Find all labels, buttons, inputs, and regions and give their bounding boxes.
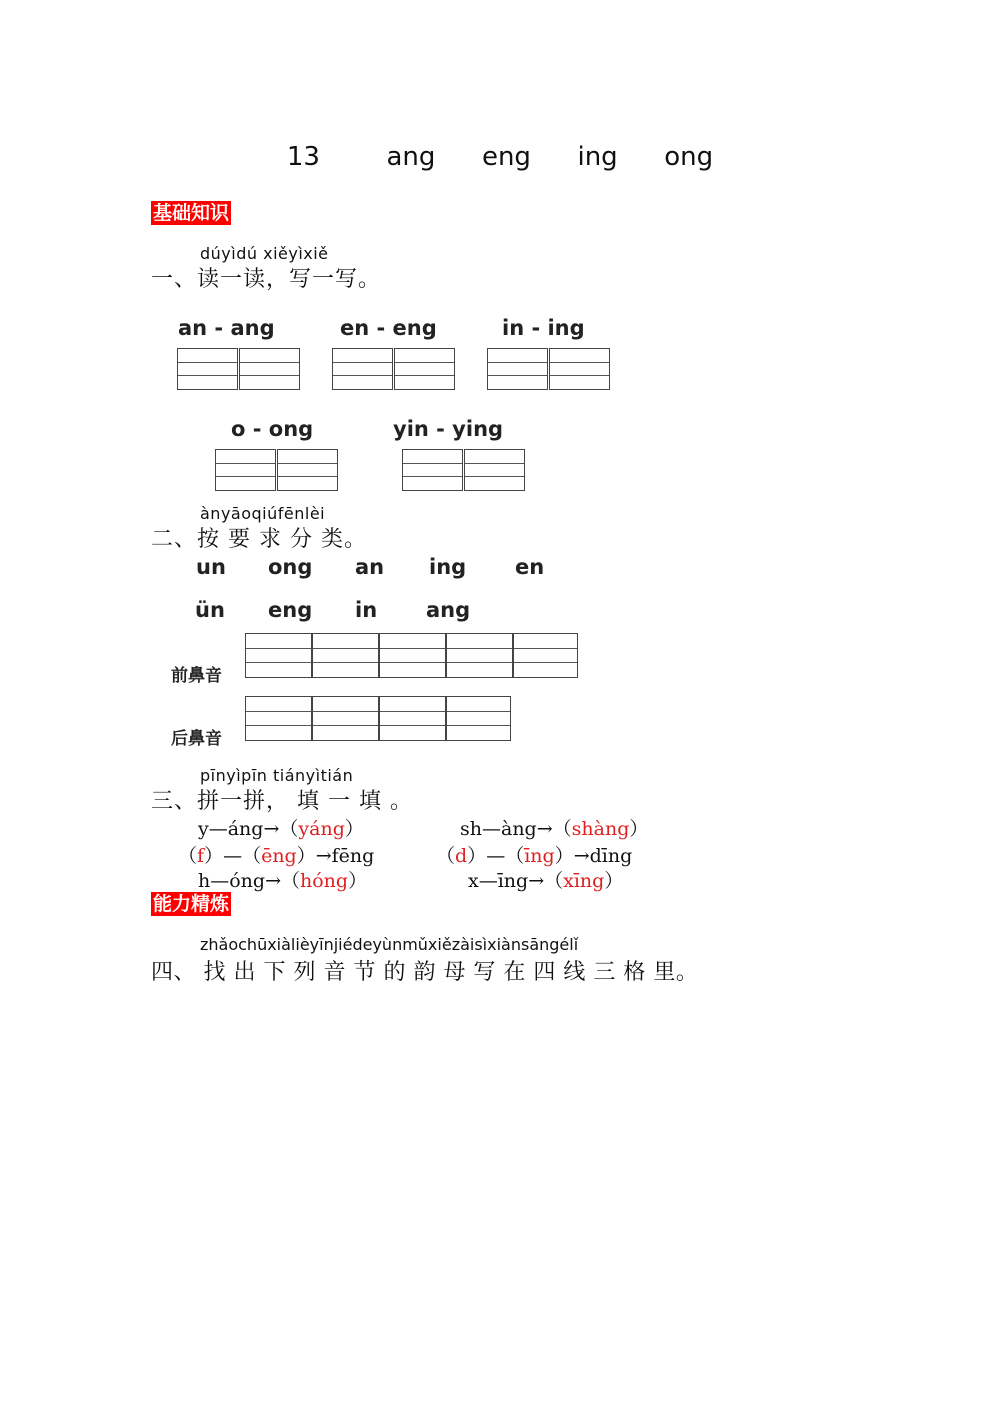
final-an: an (355, 555, 385, 579)
section3-pinyin: pīnyìpīn tiányìtián (200, 766, 354, 785)
section3-heading: 三、拼一拼， 填 一 填 。 (151, 789, 413, 814)
answer: xīng (563, 870, 605, 892)
section2-heading: 二、按 要 求 分 类。 (151, 527, 367, 552)
writing-grid[interactable] (394, 348, 455, 390)
lesson-number: 13 (286, 142, 320, 172)
writing-grid[interactable] (332, 348, 393, 390)
basic-knowledge-badge: 基础知识 (153, 202, 230, 224)
writing-grid[interactable] (239, 348, 300, 390)
front-nasal-grid[interactable] (245, 633, 312, 678)
writing-grid[interactable] (402, 449, 463, 491)
back-nasal-grid[interactable] (312, 696, 379, 741)
back-nasal-label: 后鼻音 (171, 729, 222, 749)
section2-pinyin: ànyāoqiúfēnlèi (200, 504, 326, 523)
answer: īng (524, 845, 555, 867)
title-final-1: ang (386, 142, 436, 172)
spell-line-2a: （f）—（ēng）→fēng (178, 845, 375, 867)
pair-an-ang: an - ang (178, 316, 275, 340)
final-en: en (515, 555, 545, 579)
spell-line-3b: x—īng→（xīng） (468, 870, 624, 892)
back-nasal-grid[interactable] (446, 696, 511, 741)
front-nasal-grid[interactable] (379, 633, 446, 678)
writing-grid[interactable] (177, 348, 238, 390)
pair-yin-ying: yin - ying (393, 417, 504, 441)
answer: ēng (261, 845, 297, 867)
pair-en-eng: en - eng (340, 316, 437, 340)
spell-line-2b: （d）—（īng）→dīng (436, 845, 633, 867)
front-nasal-label: 前鼻音 (171, 666, 222, 686)
answer: f (197, 845, 205, 867)
pair-in-ing: in - ing (502, 316, 585, 340)
back-nasal-grid[interactable] (245, 696, 312, 741)
answer: hóng (300, 870, 349, 892)
back-nasal-grid[interactable] (379, 696, 446, 741)
ability-badge: 能力精炼 (153, 893, 230, 915)
writing-grid[interactable] (277, 449, 338, 491)
front-nasal-grid[interactable] (513, 633, 578, 678)
pair-o-ong: o - ong (231, 417, 314, 441)
final-un: un (196, 555, 226, 579)
final-un-umlaut: ün (195, 598, 225, 622)
answer: shàng (571, 818, 630, 840)
final-eng: eng (268, 598, 313, 622)
page-title (0, 142, 1000, 172)
final-in: in (355, 598, 378, 622)
title-final-4: ong (664, 142, 714, 172)
section4-pinyin: zhǎochūxiàlièyīnjiédeyùnmǔxiězàisìxiànsāngélǐ (200, 935, 579, 954)
spell-line-1a: y—áng→（yáng） (198, 818, 364, 840)
final-ang: ang (426, 598, 471, 622)
final-ing: ing (429, 555, 467, 579)
front-nasal-grid[interactable] (312, 633, 379, 678)
title-final-3: ing (577, 142, 618, 172)
section1-heading: 一、读一读，写一写。 (151, 267, 382, 292)
front-nasal-grid[interactable] (446, 633, 513, 678)
spell-line-3a: h—óng→（hóng） (198, 870, 368, 892)
writing-grid[interactable] (464, 449, 525, 491)
writing-grid[interactable] (215, 449, 276, 491)
section1-pinyin: dúyìdú xiěyìxiě (200, 244, 329, 263)
title-final-2: eng (481, 142, 531, 172)
answer: d (455, 845, 468, 867)
section4-heading: 四、 找 出 下 列 音 节 的 韵 母 写 在 四 线 三 格 里。 (151, 960, 699, 985)
answer: yáng (298, 818, 345, 840)
final-ong: ong (268, 555, 313, 579)
writing-grid[interactable] (487, 348, 548, 390)
spell-line-1b: sh—àng→（shàng） (460, 818, 649, 840)
writing-grid[interactable] (549, 348, 610, 390)
